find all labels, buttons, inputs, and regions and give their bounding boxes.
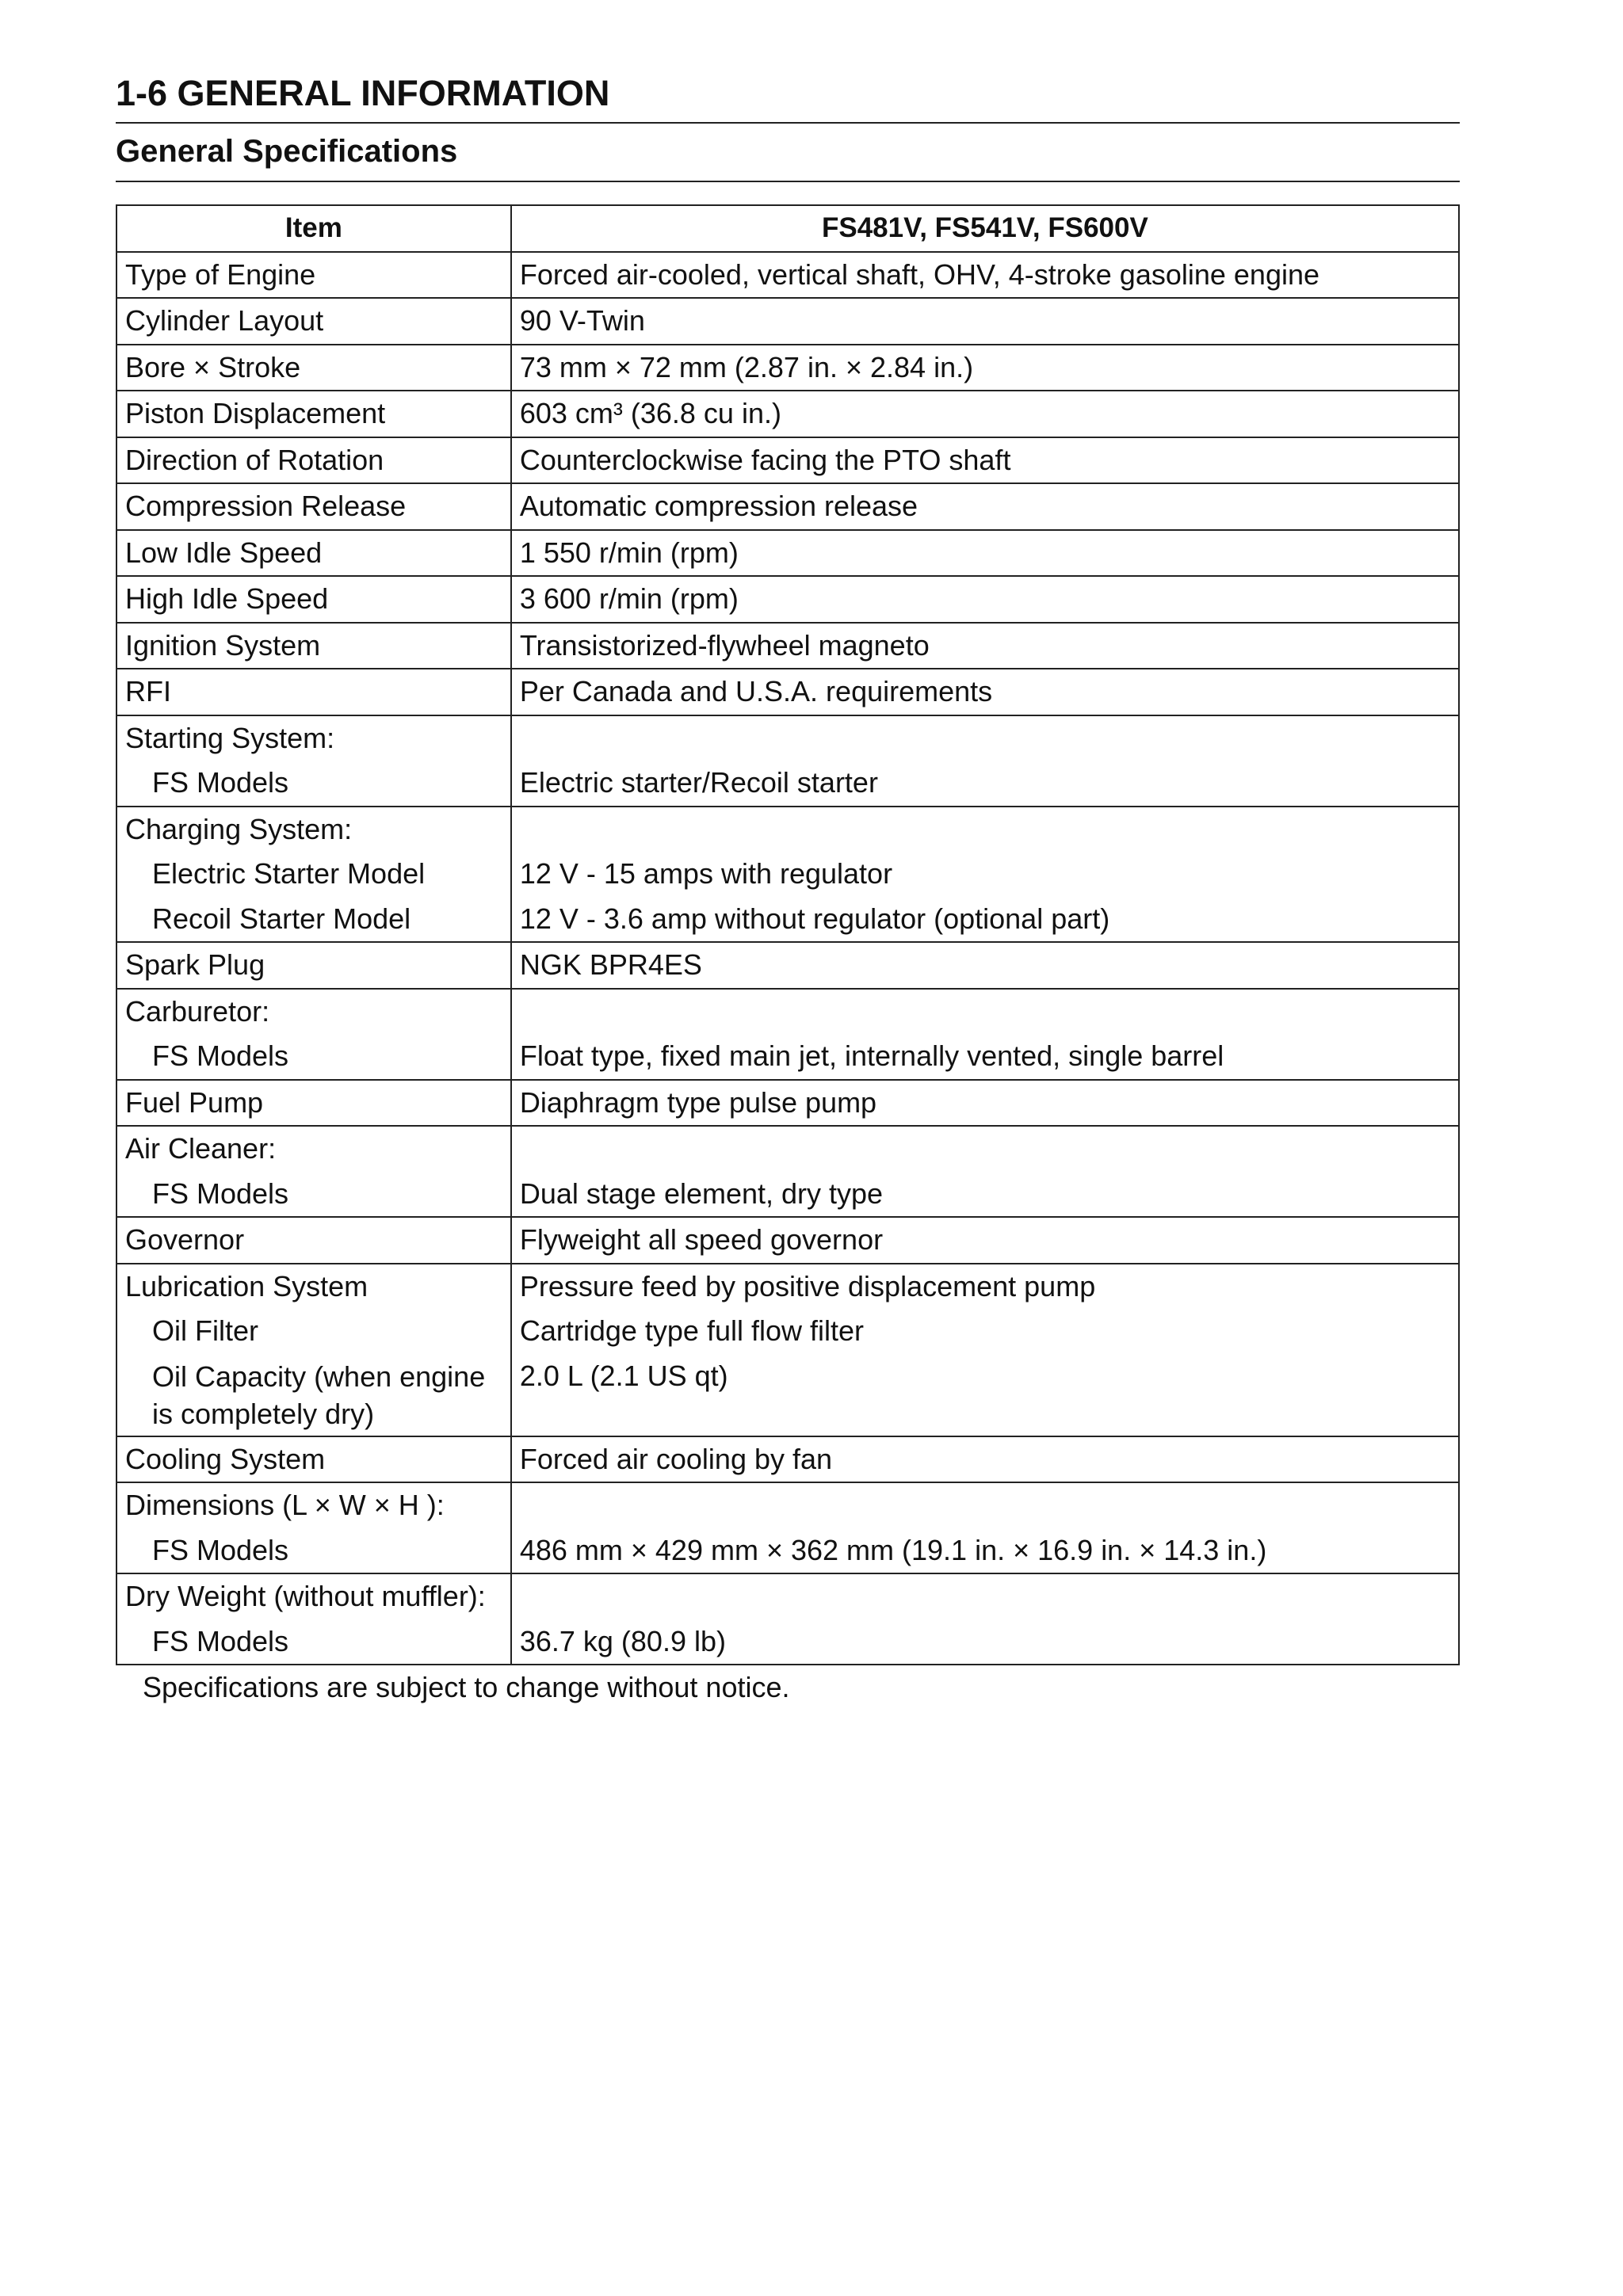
blank-line <box>520 990 1450 1035</box>
item-cell: Piston Displacement <box>116 391 511 437</box>
sub-item-label: FS Models <box>152 1624 289 1657</box>
value-cell: 3 600 r/min (rpm) <box>511 576 1459 623</box>
value-cell: Forced air-cooled, vertical shaft, OHV, 4-stroke gasoline engine <box>511 252 1459 299</box>
item-cell: Compression Release <box>116 483 511 530</box>
table-row <box>116 989 1459 1080</box>
value-cell <box>511 1264 1459 1436</box>
item-cell <box>116 1264 511 1436</box>
sub-item-label: Oil Filter <box>152 1314 258 1347</box>
value-text: Electric starter/Recoil starter <box>519 766 878 799</box>
value-cell <box>511 1126 1459 1217</box>
table-row <box>116 483 1459 530</box>
blank-line <box>520 807 1450 852</box>
table-row <box>116 1126 1459 1217</box>
value-cell <box>511 807 1459 943</box>
table-row <box>116 530 1459 577</box>
sub-item-label: FS Models <box>152 766 289 799</box>
sub-item-label: Oil Capacity (when engine is completely dry) <box>152 1360 486 1430</box>
value-cell: 73 mm × 72 mm (2.87 in. × 2.84 in.) <box>511 345 1459 391</box>
value-cell: Per Canada and U.S.A. requirements <box>511 669 1459 715</box>
table-row <box>116 669 1459 715</box>
item-label: Dimensions (L × W × H ): <box>125 1489 445 1521</box>
item-cell: Fuel Pump <box>116 1080 511 1127</box>
value-text: Pressure feed by positive displacement pump <box>519 1269 1096 1302</box>
value-text: 36.7 kg (80.9 lb) <box>519 1624 726 1657</box>
blank-line <box>520 1483 1450 1528</box>
value-cell: Counterclockwise facing the PTO shaft <box>511 437 1459 484</box>
table-row <box>116 715 1459 807</box>
value-cell: Automatic compression release <box>511 483 1459 530</box>
table-row <box>116 437 1459 484</box>
table-row <box>116 942 1459 989</box>
blank-line <box>520 1574 1450 1619</box>
item-label: Lubrication System <box>125 1269 369 1302</box>
table-row <box>116 345 1459 391</box>
table-row <box>116 391 1459 437</box>
item-cell <box>116 1573 511 1665</box>
value-text: 486 mm × 429 mm × 362 mm (19.1 in. × 16.9 in. × 14.3 in.) <box>519 1533 1267 1566</box>
item-cell <box>116 715 511 807</box>
item-cell <box>116 989 511 1080</box>
sub-item-label: FS Models <box>152 1533 289 1566</box>
table-row <box>116 1080 1459 1127</box>
blank-line <box>520 716 1450 761</box>
table-row <box>116 1264 1459 1436</box>
value-cell: 90 V-Twin <box>511 298 1459 345</box>
item-cell: Bore × Stroke <box>116 345 511 391</box>
value-cell: 1 550 r/min (rpm) <box>511 530 1459 577</box>
value-cell <box>511 715 1459 807</box>
item-label: Air Cleaner: <box>125 1132 277 1165</box>
table-header-row <box>116 205 1459 252</box>
value-cell <box>511 1573 1459 1665</box>
table-row <box>116 576 1459 623</box>
table-row <box>116 1436 1459 1483</box>
item-label: Charging System: <box>125 812 353 845</box>
column-header-item: Item <box>116 205 511 252</box>
blank-line <box>520 1127 1450 1172</box>
table-row <box>116 807 1459 943</box>
item-label: Starting System: <box>125 721 335 754</box>
table-row <box>116 252 1459 299</box>
item-label: Carburetor: <box>125 994 270 1028</box>
value-text: 12 V - 15 amps with regulator <box>519 857 893 890</box>
value-cell: Transistorized-flywheel magneto <box>511 623 1459 669</box>
table-row <box>116 1482 1459 1573</box>
item-cell: Type of Engine <box>116 252 511 299</box>
table-row <box>116 1573 1459 1665</box>
item-cell: Governor <box>116 1217 511 1264</box>
value-text: 2.0 L (2.1 US qt) <box>519 1359 728 1392</box>
value-cell: Forced air cooling by fan <box>511 1436 1459 1483</box>
item-cell: Direction of Rotation <box>116 437 511 484</box>
document-page <box>116 71 1460 1710</box>
item-cell: RFI <box>116 669 511 715</box>
sub-item-label: FS Models <box>152 1039 289 1072</box>
value-cell <box>511 989 1459 1080</box>
sub-item-label: Electric Starter Model <box>152 857 426 890</box>
subsection-title: General Specifications <box>116 124 1460 182</box>
section-title: 1-6 GENERAL INFORMATION <box>116 71 1460 124</box>
footnote: Specifications are subject to change without notice. <box>143 1671 790 1703</box>
value-cell: Diaphragm type pulse pump <box>511 1080 1459 1127</box>
specifications-table <box>116 204 1460 1665</box>
value-cell: Flyweight all speed governor <box>511 1217 1459 1264</box>
item-cell: High Idle Speed <box>116 576 511 623</box>
value-cell <box>511 1482 1459 1573</box>
item-cell <box>116 807 511 943</box>
item-cell: Low Idle Speed <box>116 530 511 577</box>
item-cell: Cylinder Layout <box>116 298 511 345</box>
sub-item-label: Recoil Starter Model <box>152 902 411 935</box>
value-text: Dual stage element, dry type <box>519 1177 884 1210</box>
item-cell: Ignition System <box>116 623 511 669</box>
table-row <box>116 623 1459 669</box>
item-cell: Cooling System <box>116 1436 511 1483</box>
column-header-models: FS481V, FS541V, FS600V <box>511 205 1459 252</box>
value-cell: 603 cm³ (36.8 cu in.) <box>511 391 1459 437</box>
table-row <box>116 1217 1459 1264</box>
value-text: 12 V - 3.6 amp without regulator (optional part) <box>519 902 1110 935</box>
value-cell: NGK BPR4ES <box>511 942 1459 989</box>
value-text: Float type, fixed main jet, internally vented, single barrel <box>519 1039 1224 1072</box>
item-cell <box>116 1126 511 1217</box>
table-row <box>116 298 1459 345</box>
value-text: Cartridge type full flow filter <box>519 1314 864 1347</box>
item-label: Dry Weight (without muffler): <box>125 1580 486 1612</box>
item-cell: Spark Plug <box>116 942 511 989</box>
item-cell <box>116 1482 511 1573</box>
sub-item-label: FS Models <box>152 1177 289 1210</box>
